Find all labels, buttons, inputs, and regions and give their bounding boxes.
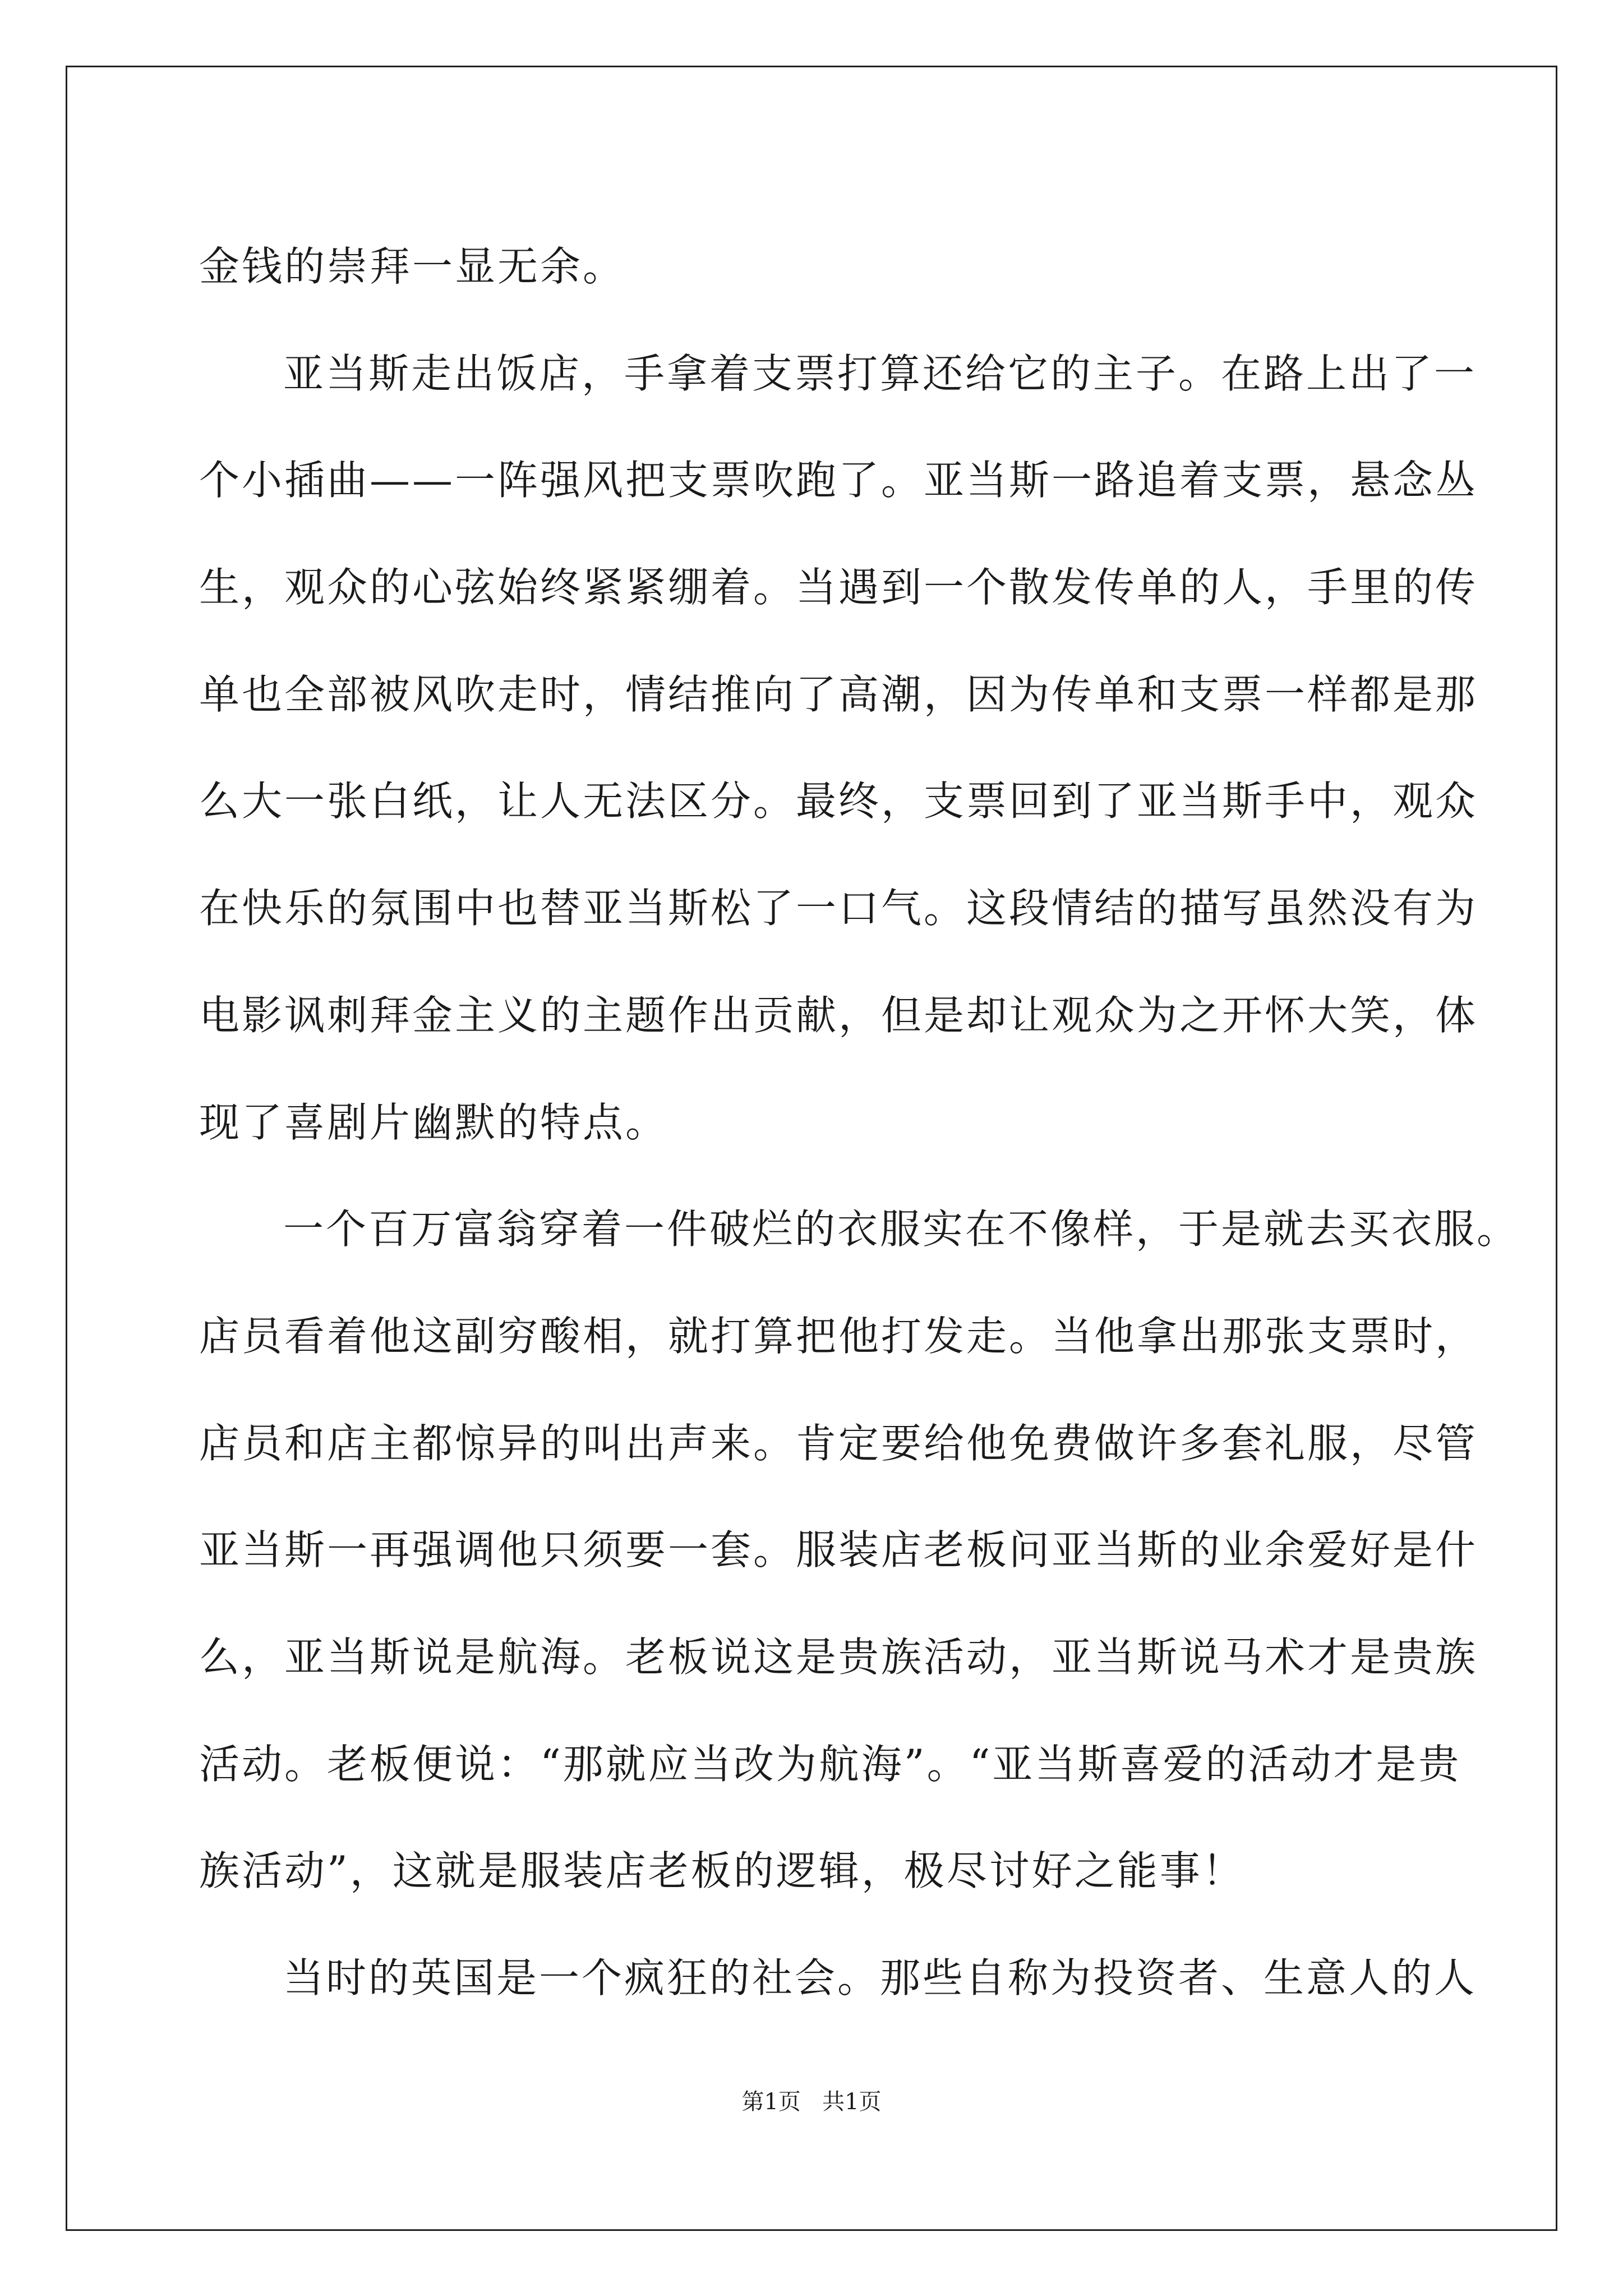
text-line: 个小插曲——一阵强风把支票吹跑了。亚当斯一路追着支票，悬念丛: [199, 457, 1478, 504]
text-line: 电影讽刺拜金主义的主题作出贡献，但是却让观众为之开怀大笑，体: [199, 991, 1478, 1039]
text-line: 当时的英国是一个疯狂的社会。那些自称为投资者、生意人的人: [283, 1954, 1477, 2001]
text-line: 生，观众的心弦始终紧紧绷着。当遇到一个散发传单的人，手里的传: [199, 564, 1478, 611]
text-line: 单也全部被风吹走时，情结推向了高潮，因为传单和支票一样都是那: [199, 670, 1478, 718]
text-line: 店员和店主都惊异的叫出声来。肯定要给他免费做许多套礼服，尽管: [199, 1419, 1478, 1467]
text-line: 么，亚当斯说是航海。老板说这是贵族活动，亚当斯说马术才是贵族: [199, 1633, 1478, 1681]
text-line: 么大一张白纸，让人无法区分。最终，支票回到了亚当斯手中，观众: [199, 777, 1478, 825]
page-footer: [0, 2084, 1623, 2116]
page-total: 共1页: [822, 2089, 882, 2115]
text-line: 活动。老板便说：“那就应当改为航海”。“亚当斯喜爱的活动才是贵: [199, 1740, 1461, 1788]
text-line: 亚当斯走出饭店，手拿着支票打算还给它的主子。在路上出了一: [283, 349, 1477, 397]
document-body: [199, 213, 1520, 2032]
footer-gap: [801, 2089, 822, 2115]
text-line: 亚当斯一再强调他只须要一套。服装店老板问亚当斯的业余爱好是什: [199, 1526, 1478, 1574]
text-line: 金钱的崇拜一显无余。: [199, 243, 626, 290]
text-line: 店员看着他这副穷酸相，就打算把他打发走。当他拿出那张支票时，: [199, 1312, 1478, 1360]
text-line: 一个百万富翁穿着一件破烂的衣服实在不像样，于是就去买衣服。: [283, 1205, 1520, 1253]
page-number: 第1页: [741, 2089, 801, 2115]
text-line: 在快乐的氛围中也替亚当斯松了一口气。这段情结的描写虽然没有为: [199, 885, 1478, 932]
text-line: 现了喜剧片幽默的特点。: [199, 1098, 668, 1146]
text-line: 族活动”，这就是服装店老板的逻辑，极尽讨好之能事！: [199, 1847, 1245, 1895]
